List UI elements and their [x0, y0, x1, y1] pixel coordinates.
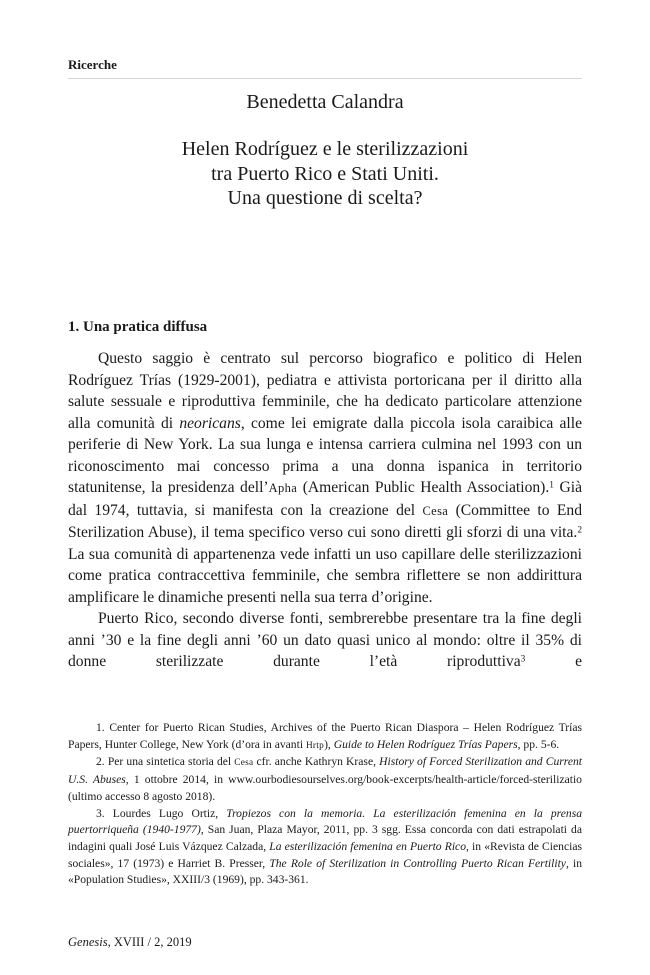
section-heading: 1. Una pratica diffusa: [68, 319, 208, 335]
article-title: [68, 137, 582, 211]
italic-title: The Role of Sterilization in Controlling Puerto Rican Fertility: [269, 856, 566, 870]
page-footer: [68, 935, 192, 950]
text-run: , pp. 5-6.: [517, 737, 560, 751]
italic-title: Guide to Helen Rodríguez Trías Papers: [333, 737, 518, 751]
paragraph-1: [68, 348, 582, 608]
footnote-1: [68, 720, 582, 754]
body-text: [68, 348, 582, 673]
acronym: Cesa: [422, 503, 449, 518]
text-run: , come lei emigrate dalla piccola isola caraibica alle periferie di New York. La sua lunga e intensa carriera culmina nel 1993 con un riconoscimento mai concesso prima a una donna ispanica in territorio statunitense, la presidenza dell’: [68, 414, 582, 496]
italic-title: La esterilización femenina en Puerto Rico: [269, 839, 466, 853]
acronym: Apha: [268, 481, 298, 495]
italic-title: Tropiezos con la memoria. La esterilización femenina en la prensa puertorriqueña (1940-1977): [68, 806, 582, 837]
acronym: Cesa: [234, 758, 254, 769]
text-run: e: [525, 653, 582, 670]
footnote-3: [68, 806, 582, 890]
acronym: Hrtp: [305, 740, 325, 751]
footnote-ref-3: 3: [520, 654, 526, 665]
title-line-3: Una questione di scelta?: [227, 187, 423, 209]
running-head: Ricerche: [68, 57, 117, 72]
text-run: Già dal 1974, tuttavia, si manifesta con la creazione del: [68, 479, 583, 519]
journal-name: Genesis: [68, 935, 108, 949]
footnotes: [68, 720, 582, 889]
text-run: , 1 ottobre 2014, in www.ourbodiesourselves.org/book-excerpts/health-article/forced-sterilizatio (ultimo accesso 8 agosto 2018).: [68, 773, 582, 803]
footnote-2: [68, 754, 582, 805]
text-run: (Committee to End Sterilization Abuse), il tema specifico verso cui sono diretti gli sforzi di una vita.: [68, 501, 582, 541]
footnote-ref-2: 2: [577, 525, 582, 536]
footnote-ref-1: 1: [549, 480, 554, 491]
author-name: Benedetta Calandra: [246, 91, 404, 113]
text-run: 2. Per una sintetica storia del: [96, 755, 235, 769]
title-line-1: Helen Rodríguez e le sterilizzazioni: [181, 138, 469, 160]
italic-title: History of Forced Sterilization and Current U.S. Abuses: [68, 755, 582, 787]
text-run: , in «Revista de Ciencias sociales», 17 (1973) e Harriet B. Presser,: [68, 839, 582, 870]
text-run: (American Public Health Association).: [297, 479, 550, 496]
text-run: , in «Population Studies», XXIII/3 (1969), pp. 343-361.: [68, 856, 582, 887]
text-run: ),: [324, 737, 334, 751]
text-run: 1. Center for Puerto Rican Studies, Archives of the Puerto Rican Diaspora – Helen Rodríguez Trías Papers, Hunter College, New York (d’ora in avanti: [68, 721, 582, 751]
text-run: Questo saggio è centrato sul percorso biografico e politico di Helen Rodríguez Trías (1929-2001), pediatra e attivista portoricana per il diritto alla salute sessuale e riproduttiva femminile, che ha dedicato particolare attenzione alla comunità di: [68, 350, 582, 432]
italic-term: neoricans: [179, 414, 241, 432]
title-line-2: tra Puerto Rico e Stati Uniti.: [211, 162, 439, 185]
text-run: Puerto Rico, secondo diverse fonti, sembrerebbe presentare tra la fine degli anni ’30 e la fine degli anni ’60 un dato quasi unico al mondo: oltre il 35% di donne sterilizzate durante l’età riproduttiva: [68, 610, 582, 670]
text-run: , San Juan, Plaza Mayor, 2011, pp. 3 sgg. Essa concorda con dati estrapolati da indagini quali José Luis Vázquez Calzada,: [68, 823, 582, 853]
paragraph-2: [68, 608, 582, 673]
text-run: 3. Lourdes Lugo Ortiz,: [96, 806, 227, 820]
text-run: La sua comunità di appartenenza vede infatti un uso capillare delle sterilizzazioni come pratica contraccettiva femminile, che sembra riflettere se non addirittura amplificare le dinamiche presenti nella sua terra d’origine.: [68, 545, 582, 606]
journal-issue: , XVIII / 2, 2019: [107, 935, 192, 949]
header-rule: [68, 78, 582, 79]
text-run: cfr. anche Kathryn Krase,: [253, 755, 380, 769]
